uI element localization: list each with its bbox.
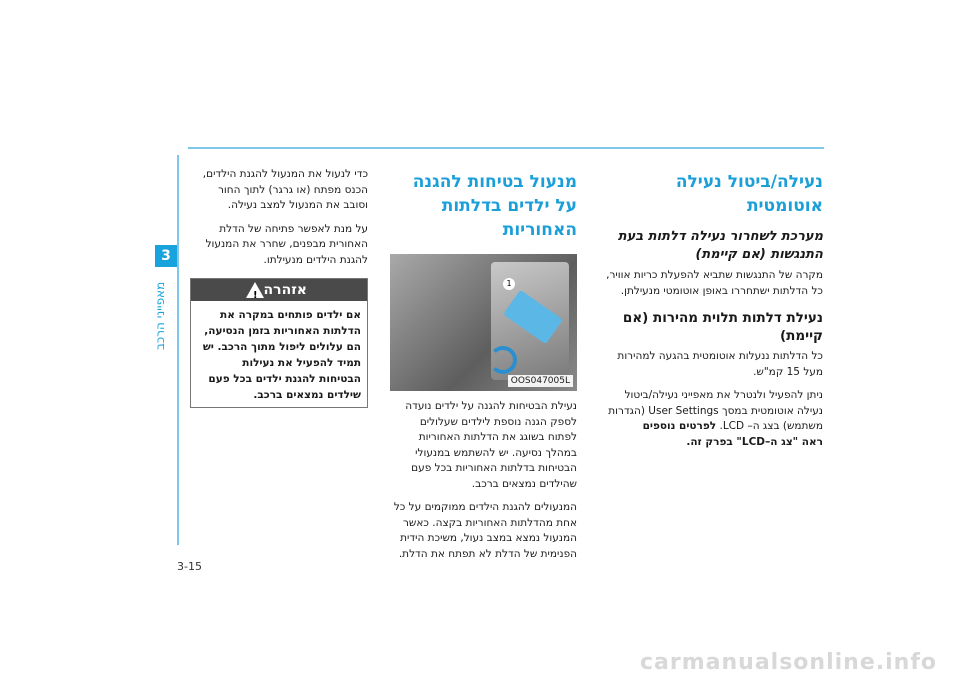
subheading-speed-lock: נעילת דלתות תלוית מהירות (אם קיימת)	[622, 310, 823, 344]
callout-marker: 1	[503, 278, 515, 290]
warning-box	[190, 278, 368, 408]
paragraph-lock-instructions: כדי לנעול את המנעול להגנת הילדים, הכנס מפתח (או גרגר) לתוך החור וסובב את המנעול למצב נעילה.	[202, 168, 368, 211]
column-child-lock	[390, 170, 577, 570]
image-code: OOS047005L	[508, 375, 573, 387]
paragraph-child-lock-purpose: נעילת הבטיחות להגנה על ילדים נועדה לספק הגנה נוספת לילדים שעלולים לפתוח בשוגג את הדלתות האחוריות במהלך נסיעה. יש להשתמש במנעולי הבטיחות בדלתות האחוריות בכל פעם שהילדים נמצאים ברכב.	[405, 400, 577, 490]
more-details-text: לפרטים נוספים	[642, 420, 717, 432]
subheading-crash-unlock: מערכת לשחרור נעילה דלתות בעת התנגשות (אם קיימת)	[617, 229, 823, 262]
chapter-badge: 3	[155, 245, 177, 267]
section-title-auto-lock: נעילה/ביטול נעילה אוטומטית	[675, 172, 823, 216]
column-child-lock-usage	[190, 167, 368, 408]
paragraph-child-lock-location: המנעולים להגנת הילדים ממוקמים על כל אחת מהדלתות האחוריות בקצה. כאשר המנעול נמצא במצב נעול, משיכת הידית הפנימית של הדלת לא תפתח את הדלת.	[393, 501, 577, 560]
chapter-title: מאפייני הרכב	[153, 282, 167, 351]
paragraph-speed-lock: כל הדלתות ננעלות אוטומטית בהגעה למהירות מעל 15 קמ"ש.	[617, 350, 823, 378]
page-number: 3-15	[177, 560, 202, 573]
paragraph-unlock-instructions: על מנת לאפשר פתיחה של הדלת האחורית מבפנים, שחרר את המנעול להגנת הילדים מנעילתו.	[205, 222, 368, 266]
top-rule	[188, 147, 824, 149]
warning-header	[191, 279, 367, 301]
warning-text: אם ילדים פותחים במקרה את הדלתות האחוריות בזמן הנסיעה, הם עלולים ליפול מתוך הרכב. יש תמיד להפעיל את נעילות הבטיחות להגנת ילדים בכל פעם שילדים נמצאים ברכב.	[202, 309, 361, 401]
paragraph-user-settings	[605, 388, 823, 450]
user-settings-text: ניתן להפעיל ולנטרל את מאפייני נעילה/ביטול נעילה אוטומטית במסך User Settings (הגדרות משתמש) בצג ה– LCD.	[608, 389, 823, 432]
column-auto-lock	[605, 170, 823, 458]
warning-title: אזהרה	[263, 282, 307, 298]
rotate-arrow-icon	[489, 346, 517, 374]
warning-triangle-icon	[246, 282, 264, 298]
section-title-child-lock: מנעול בטיחות להגנה על ילדים בדלתות האחוריות	[412, 172, 577, 240]
paragraph-crash-unlock: מקרה של התנגשות שתביא להפעלת כריות אוויר, כל הדלתות ישתחררו באופן אוטומטי מנעילתן.	[606, 269, 823, 297]
child-lock-photo	[390, 254, 577, 391]
lcd-reference-text: ראה "צג ה–LCD" בפרק זה.	[686, 435, 823, 448]
footer-watermark: carmanualsonline.info	[640, 650, 937, 675]
